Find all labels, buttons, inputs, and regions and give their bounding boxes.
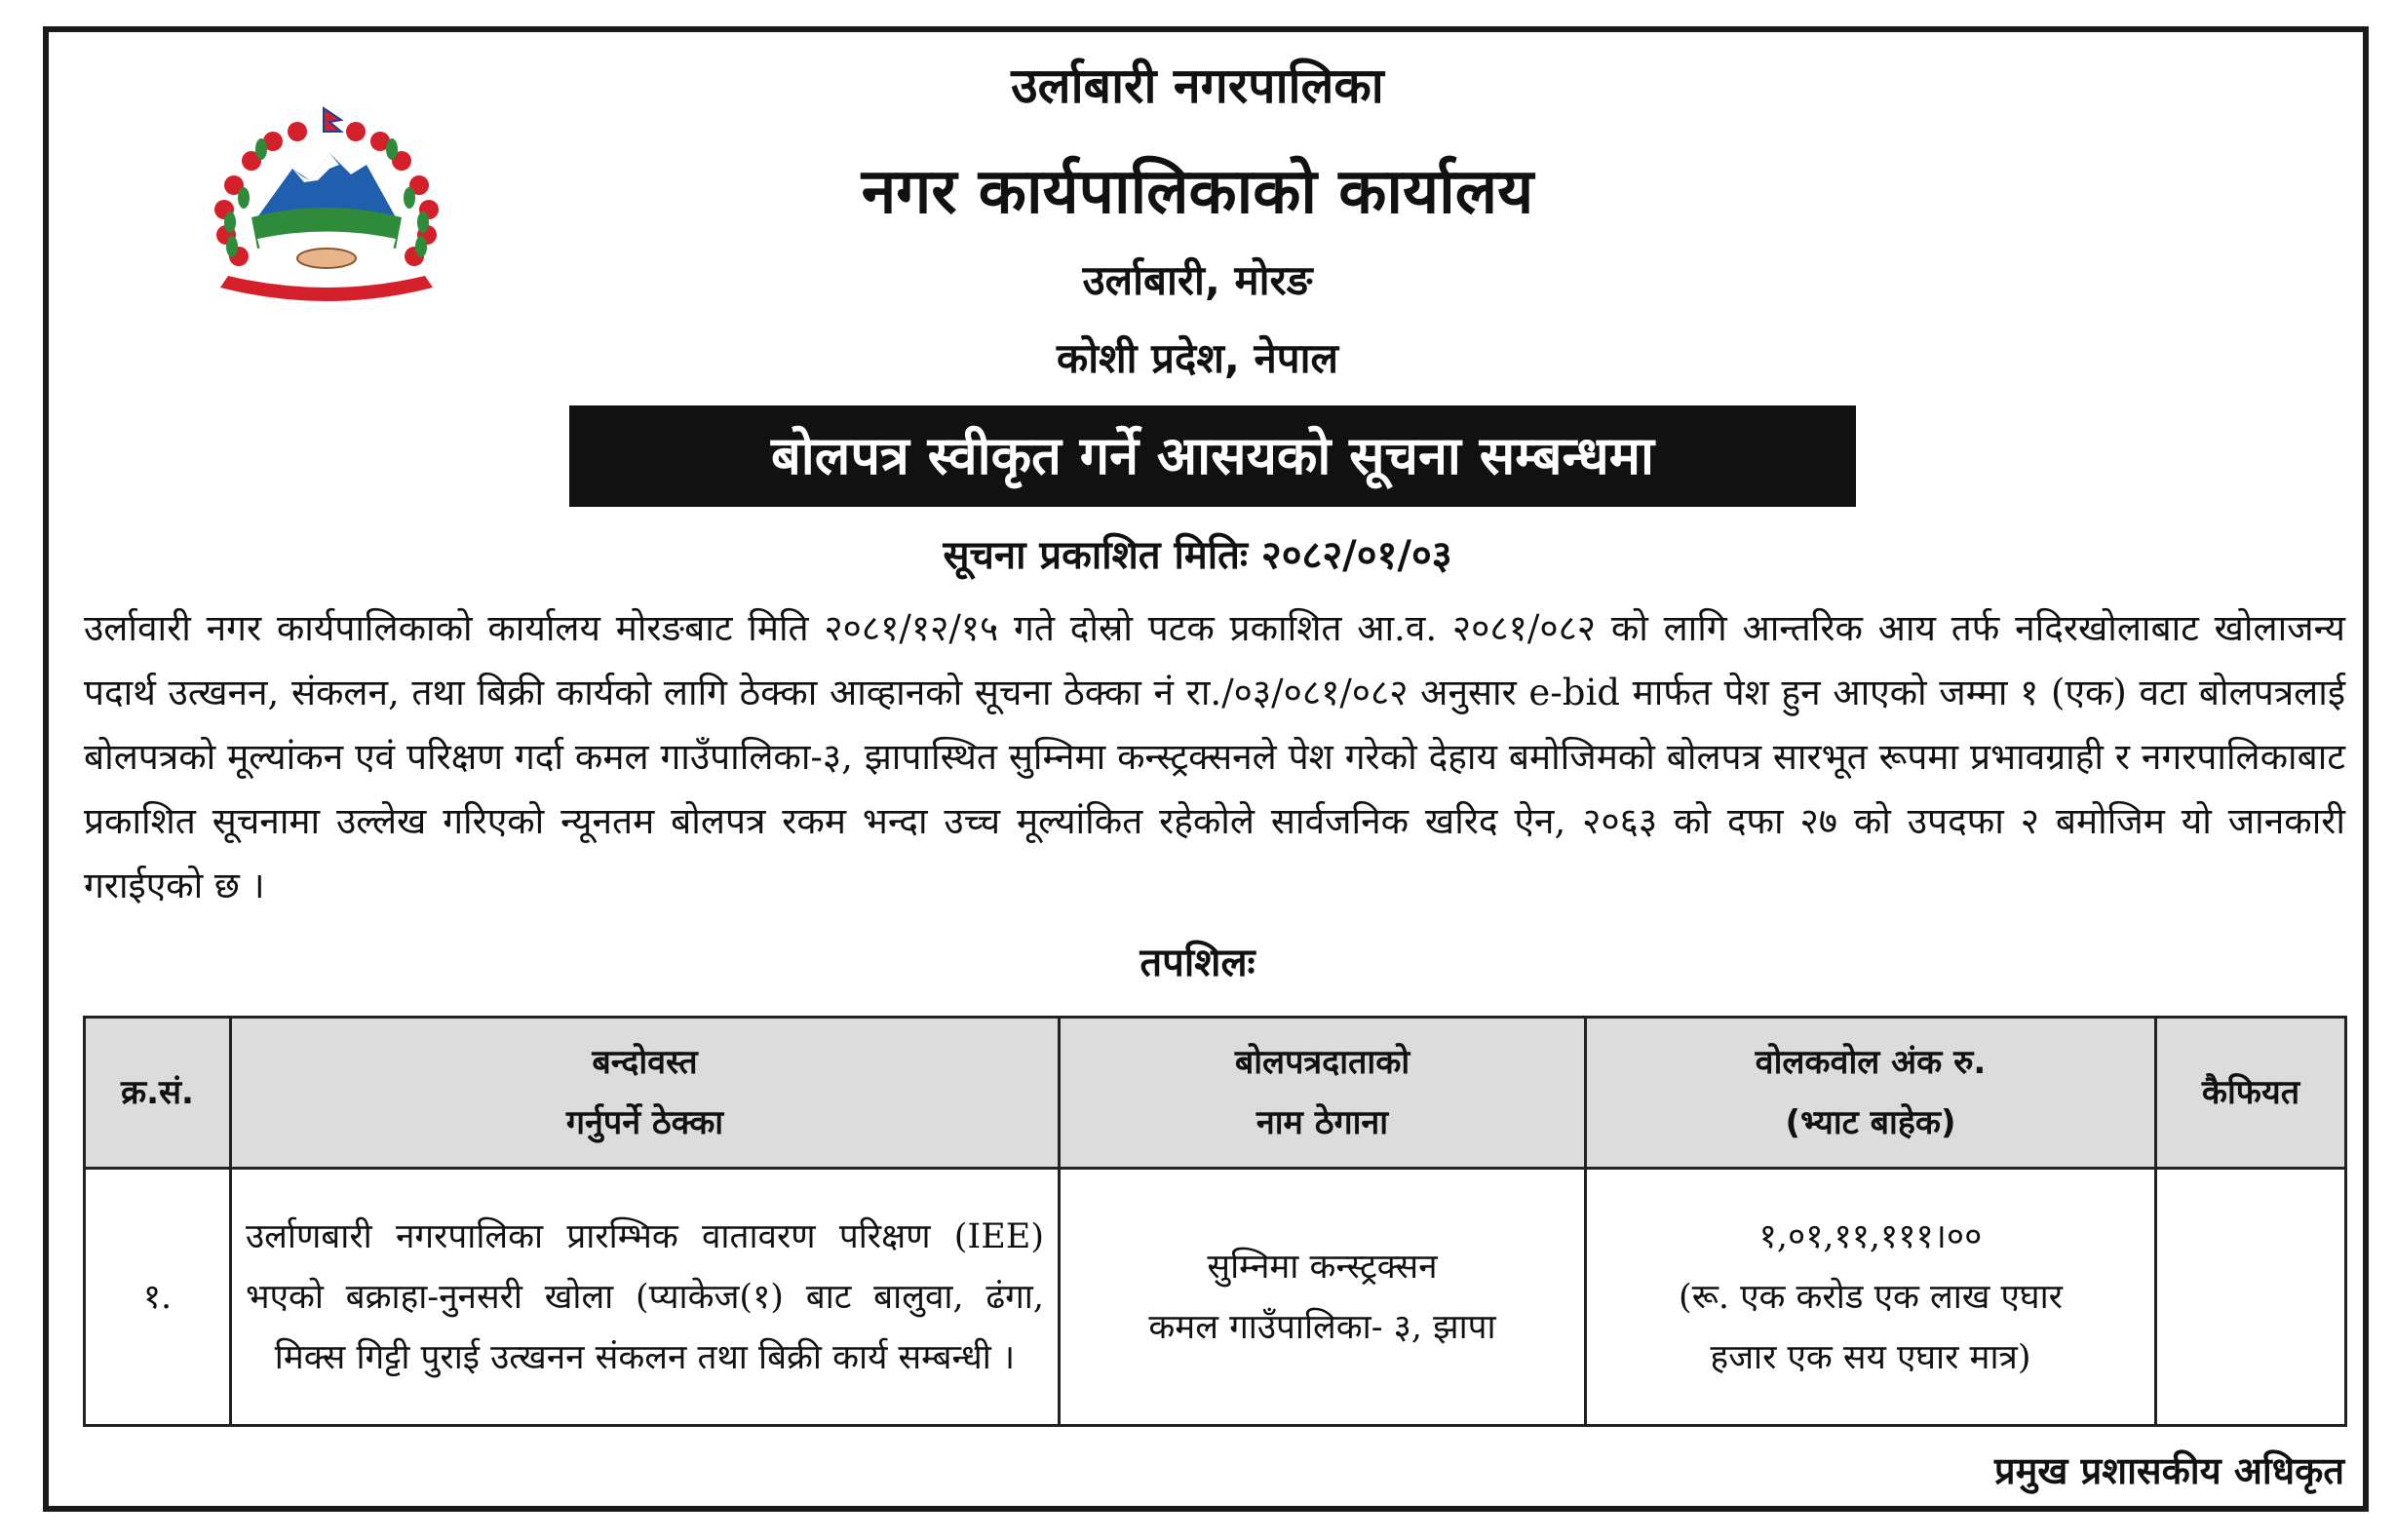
office-name: नगर कार्यपालिकाको कार्यालय	[861, 156, 1534, 228]
row-contract-description: उर्लाणबारी नगरपालिका प्रारम्भिक वातावरण परिक्षण (IEE) भएको बक्राहा-नुनसरी खोला (प्याकेज(१) बाट बालुवा, ढंगा, मिक्स गिट्टी पुराई उत्खनन संकलन तथा बिक्री कार्य सम्बन्धी ।	[246, 1216, 1044, 1377]
header-remarks: कैफियत	[2156, 1018, 2346, 1169]
header-bid-amount: वोलकवोल अंक रु. (भ्याट बाहेक)	[1586, 1018, 2156, 1169]
office-location: उर्लाबारी, मोरङ	[1082, 256, 1313, 304]
table-row	[85, 1169, 2346, 1426]
row-amount-cell	[1586, 1169, 2156, 1426]
bid-amount-words-line1: (रू. एक करोड एक लाख एघार	[1679, 1277, 2063, 1317]
row-bidder-cell	[1060, 1169, 1586, 1426]
bid-amount-figure: १,०१,११,१११।००	[1758, 1216, 1983, 1256]
details-heading: तपशिलः	[1140, 941, 1255, 985]
bidder-name: सुम्निमा कन्स्ट्रक्सन	[1207, 1247, 1438, 1287]
province-country: कोशी प्रदेश, नेपाल	[1056, 334, 1339, 382]
header-contract: बन्दोवस्त गर्नुपर्ने ठेक्का	[231, 1018, 1060, 1169]
header-serial-number: क्र.सं.	[85, 1018, 231, 1169]
table-header-row	[85, 1018, 2346, 1169]
row-serial-number: १.	[85, 1169, 231, 1426]
municipality-name: उर्लाबारी नगरपालिका	[1011, 58, 1384, 114]
bidder-address: कमल गाउँपालिका- ३, झापा	[1148, 1307, 1496, 1347]
bid-amount-words-line2: हजार एक सय एघार मात्र)	[1710, 1337, 2031, 1377]
row-remarks	[2156, 1169, 2346, 1426]
tender-table	[83, 1016, 2347, 1427]
notice-title: बोलपत्र स्वीकृत गर्ने आसयको सूचना सम्बन्धमा	[569, 405, 1856, 507]
header-bidder: बोलपत्रदाताको नाम ठेगाना	[1060, 1018, 1586, 1169]
row-contract-cell	[231, 1169, 1060, 1426]
notice-body: उर्लावारी नगर कार्यपालिकाको कार्यालय मोरङबाट मिति २०८१/१२/१५ गते दोस्रो पटक प्रकाशित आ.व. २०८१/०८२ को लागि आन्तरिक आय तर्फ नदिरखोलाबाट खोलाजन्य पदार्थ उत्खनन, संकलन, तथा बिक्री कार्यको लागि ठेक्का आव्हानको सूचना ठेक्का नं रा./०३/०८१/०८२ अनुसार e-bid मार्फत पेश हुन आएको जम्मा १ (एक) वटा बोलपत्रलाई बोलपत्रको मूल्यांकन एवं परिक्षण गर्दा कमल गाउँपालिका-३, झापास्थित सुम्निमा कन्स्ट्रक्सनले पेश गरेको देहाय बमोजिमको बोलपत्र सारभूत रूपमा प्रभावग्राही र नगरपालिकाबाट प्रकाशित सूचनामा उल्लेख गरिएको न्यूनतम बोलपत्र रकम भन्दा उच्च मूल्यांकित रहेकोले सार्वजनिक खरिद ऐन, २०६३ को दफा २७ को उपदफा २ बमोजिम यो जानकारी गराईएको छ ।	[84, 607, 2345, 906]
signatory-title: प्रमुख प्रशासकीय अधिकृत	[1993, 1449, 2344, 1492]
publication-date: सूचना प्रकाशित मितिः २०८२/०१/०३	[943, 533, 1452, 578]
